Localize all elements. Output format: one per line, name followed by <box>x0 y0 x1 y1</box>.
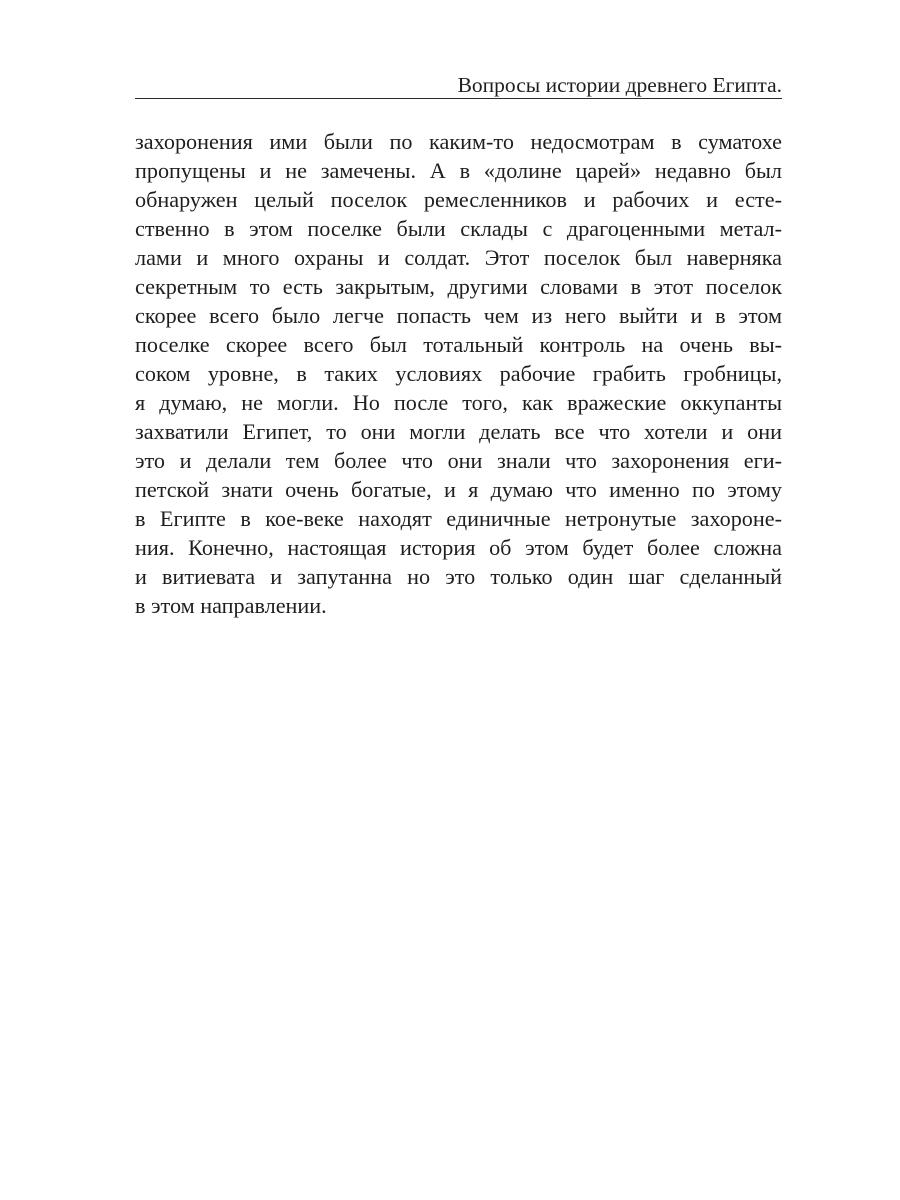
text-line: лами и много охраны и солдат. Этот поселок был наверняка <box>135 245 782 270</box>
text-line: захоронения ими были по каким-то недосмотрам в суматохе <box>135 129 782 154</box>
text-line: обнаружен целый поселок ремесленников и рабочих и есте- <box>135 187 782 212</box>
text-line: петской знати очень богатые, и я думаю что именно по этому <box>135 477 782 502</box>
text-line: ственно в этом поселке были склады с драгоценными метал- <box>135 216 782 241</box>
text-line: ния. Конечно, настоящая история об этом будет более сложна <box>135 535 782 560</box>
text-line: захватили Египет, то они могли делать все что хотели и они <box>135 419 782 444</box>
text-line: и витиевата и запутанна но это только один шаг сделанный <box>135 564 782 589</box>
text-line: в Египте в кое-веке находят единичные нетронутые захороне- <box>135 506 782 531</box>
text-line: я думаю, не могли. Но после того, как вражеские оккупанты <box>135 390 782 415</box>
body-paragraph <box>135 127 782 620</box>
running-head-title: Вопросы истории древнего Египта. <box>457 73 782 97</box>
text-line: скорее всего было легче попасть чем из него выйти и в этом <box>135 303 782 328</box>
text-line-last: в этом направлении. <box>135 593 327 618</box>
text-line: поселке скорее всего был тотальный контроль на очень вы- <box>135 332 782 357</box>
text-line: пропущены и не замечены. А в «долине царей» недавно был <box>135 158 782 183</box>
header-rule <box>135 98 782 99</box>
text-line: секретным то есть закрытым, другими словами в этот поселок <box>135 274 782 299</box>
text-line: соком уровне, в таких условиях рабочие грабить гробницы, <box>135 361 782 386</box>
text-line: это и делали тем более что они знали что захоронения еги- <box>135 448 782 473</box>
